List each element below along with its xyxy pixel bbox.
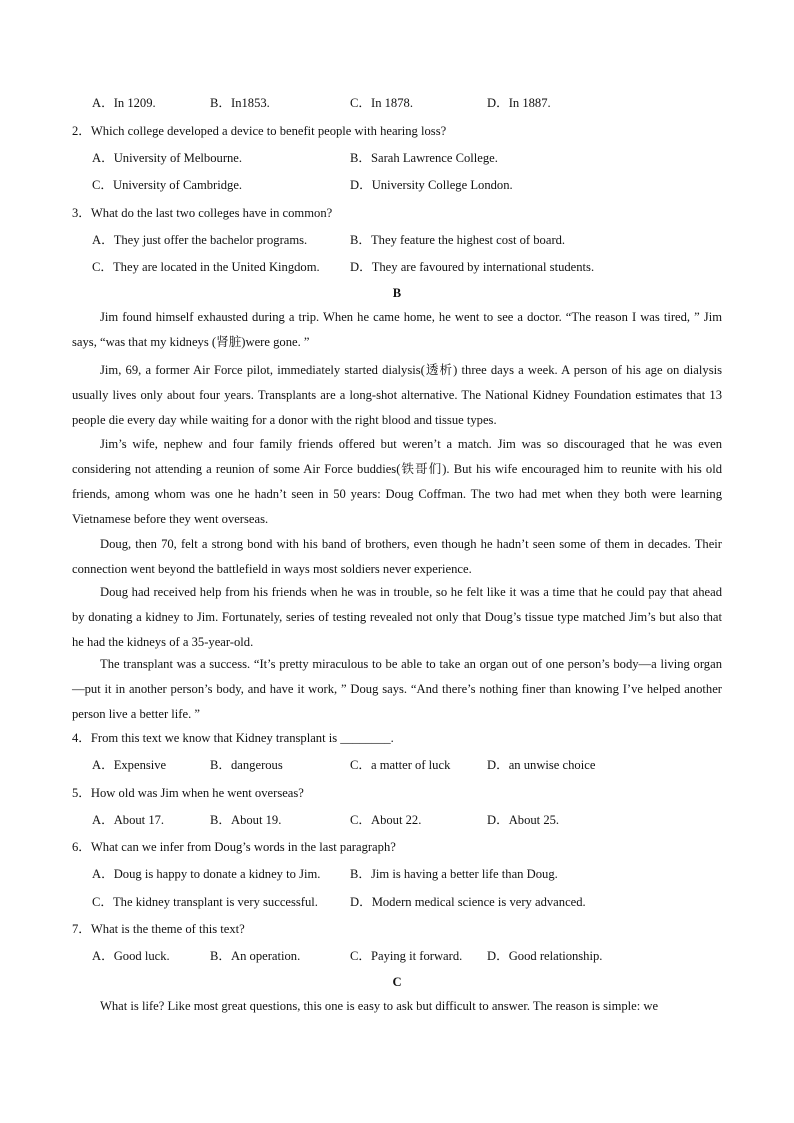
q1-option-b[interactable]: B．In1853. bbox=[210, 96, 270, 110]
q7-option-a[interactable]: A．Good luck. bbox=[92, 949, 170, 963]
q2-option-d[interactable]: D．University College London. bbox=[350, 178, 513, 192]
section-b-paragraph-2: Jim, 69, a former Air Force pilot, immediately started dialysis(透析) three days a week. A person of his age on dialysis usually lives only about four years. Transplants are a long-shot alternative. The National Kidney Foundation estimates that 13 people die every day while waiting for a donor with the right blood and tissue types. bbox=[72, 363, 722, 427]
section-b-paragraph-5: Doug had received help from his friends when he was in trouble, so he felt like it was a time that he could pay that ahead by donating a kidney to Jim. Fortunately, series of testing revealed not only that Doug’s tissue type matched Jim’s but also that he had the kidneys of a 35-year-old. bbox=[72, 585, 722, 649]
q4-stem: 4．From this text we know that Kidney transplant is ________. bbox=[72, 731, 394, 745]
q6-option-a[interactable]: A．Doug is happy to donate a kidney to Jim. bbox=[92, 867, 321, 881]
section-b-paragraph-6: The transplant was a success. “It’s pretty miraculous to be able to take an organ out of one person’s body—a living organ—put it in another person’s body, and have it work, ” Doug says. “And there’s nothing finer than knowing I’ve helped another person live a better life. ” bbox=[72, 657, 722, 721]
q4-option-d[interactable]: D．an unwise choice bbox=[487, 758, 596, 772]
q2-option-a[interactable]: A．University of Melbourne. bbox=[92, 151, 243, 165]
q6-stem: 6．What can we infer from Doug’s words in the last paragraph? bbox=[72, 840, 396, 854]
q4-option-a[interactable]: A．Expensive bbox=[92, 758, 167, 772]
q6-option-b[interactable]: B．Jim is having a better life than Doug. bbox=[350, 867, 558, 881]
q6-option-d[interactable]: D．Modern medical science is very advanced. bbox=[350, 895, 586, 909]
q5-option-a[interactable]: A．About 17. bbox=[92, 813, 165, 827]
q4-option-c[interactable]: C．a matter of luck bbox=[350, 758, 451, 772]
section-c-heading: C bbox=[392, 975, 402, 989]
q4-option-b[interactable]: B．dangerous bbox=[210, 758, 283, 772]
q6-option-c[interactable]: C．The kidney transplant is very successful. bbox=[92, 895, 318, 909]
section-b-paragraph-4: Doug, then 70, felt a strong bond with his band of brothers, even though he hadn’t seen some of them in decades. Their connection went beyond the battlefield in ways most soldiers never experience. bbox=[72, 537, 722, 576]
q7-option-b[interactable]: B．An operation. bbox=[210, 949, 301, 963]
q5-stem: 5．How old was Jim when he went overseas? bbox=[72, 786, 304, 800]
q5-option-c[interactable]: C．About 22. bbox=[350, 813, 422, 827]
q1-option-a[interactable]: A．In 1209. bbox=[92, 96, 156, 110]
q5-option-d[interactable]: D．About 25. bbox=[487, 813, 560, 827]
section-b-paragraph-1: Jim found himself exhausted during a trip. When he came home, he went to see a doctor. “The reason I was tired, ” Jim says, “was that my kidneys (肾脏)were gone. ” bbox=[72, 310, 722, 349]
q3-option-b[interactable]: B．They feature the highest cost of board. bbox=[350, 233, 566, 247]
q2-stem: 2．Which college developed a device to benefit people with hearing loss? bbox=[72, 124, 447, 138]
q1-option-d[interactable]: D．In 1887. bbox=[487, 96, 551, 110]
section-b-heading: B bbox=[392, 286, 402, 300]
section-b-paragraph-3: Jim’s wife, nephew and four family friends offered but weren’t a match. Jim was so discouraged that he was even considering not attending a reunion of some Air Force buddies(铁哥们). But his wife encouraged him to reunite with his old friends, among whom was one he hadn’t seen in 50 years: Doug Coffman. The two had met when they both were learning Vietnamese before they went overseas. bbox=[72, 437, 722, 526]
q7-stem: 7．What is the theme of this text? bbox=[72, 922, 245, 936]
q3-option-a[interactable]: A．They just offer the bachelor programs. bbox=[92, 233, 308, 247]
q2-option-c[interactable]: C．University of Cambridge. bbox=[92, 178, 243, 192]
section-c-first-line: What is life? Like most great questions, this one is easy to ask but difficult to answer. The reason is simple: we bbox=[100, 999, 659, 1013]
q7-option-c[interactable]: C．Paying it forward. bbox=[350, 949, 463, 963]
q5-option-b[interactable]: B．About 19. bbox=[210, 813, 282, 827]
q7-option-d[interactable]: D．Good relationship. bbox=[487, 949, 603, 963]
q2-option-b[interactable]: B．Sarah Lawrence College. bbox=[350, 151, 498, 165]
q3-stem: 3．What do the last two colleges have in common? bbox=[72, 206, 333, 220]
q3-option-d[interactable]: D．They are favoured by international students. bbox=[350, 260, 595, 274]
q3-option-c[interactable]: C．They are located in the United Kingdom. bbox=[92, 260, 320, 274]
q1-option-c[interactable]: C．In 1878. bbox=[350, 96, 413, 110]
